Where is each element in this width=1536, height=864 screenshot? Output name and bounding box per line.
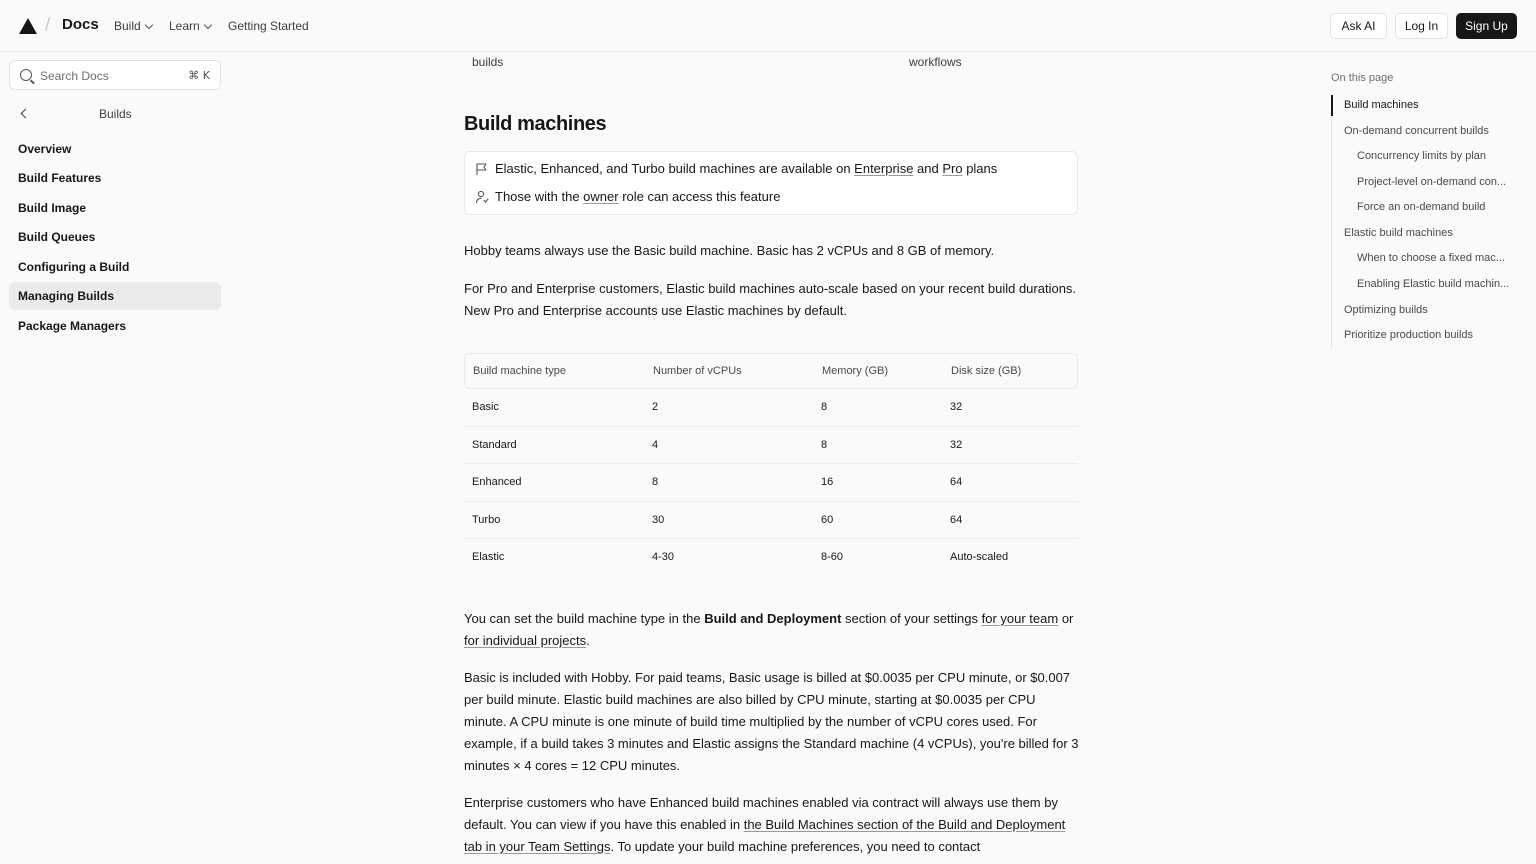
sidebar-item-managing-builds[interactable]: Managing Builds <box>9 282 221 310</box>
table-header-cell: Memory (GB) <box>822 365 888 377</box>
toc-item-enabling-elastic[interactable]: Enabling Elastic build machin... <box>1357 278 1510 290</box>
table-cell: 4-30 <box>652 551 675 563</box>
chevron-down-icon <box>203 20 211 28</box>
notice-role-text <box>495 189 780 204</box>
table-cell: 16 <box>821 476 834 488</box>
table-cell: Auto-scaled <box>950 551 1009 563</box>
notice-text: Elastic, Enhanced, and Turbo build machines are available on <box>495 161 855 176</box>
user-role-icon <box>475 190 489 204</box>
toc-item-project-level[interactable]: Project-level on-demand con... <box>1357 176 1507 188</box>
table-cell: 30 <box>652 513 665 526</box>
docs-title[interactable]: Docs <box>62 16 99 33</box>
toc-item-build-machines[interactable]: Build machines <box>1344 99 1419 111</box>
toc-item-concurrency-limits[interactable]: Concurrency limits by plan <box>1357 150 1486 162</box>
sidebar-item-build-features[interactable]: Build Features <box>18 171 102 185</box>
nav-learn-label: Learn <box>169 19 200 33</box>
back-chevron-icon[interactable] <box>21 109 31 119</box>
table-cell: Basic <box>472 401 499 413</box>
toc-item-prioritize[interactable]: Prioritize production builds <box>1344 329 1474 341</box>
paragraph-text: Enterprise customers who have Enhanced build machines enabled via contract will always use them by default. You can view if you have this enabled in <box>464 795 1058 832</box>
nav-build-dropdown[interactable] <box>114 19 152 33</box>
table-cell: 8 <box>821 401 828 413</box>
build-deployment-bold: Build and Deployment <box>704 611 842 626</box>
paragraph-text: You can set the build machine type in the <box>464 611 705 626</box>
table-row <box>464 427 1078 465</box>
sidebar-section-title: Builds <box>99 107 132 121</box>
notice-text: Those with the <box>495 189 584 204</box>
toc-item-elastic[interactable]: Elastic build machines <box>1344 227 1453 239</box>
table-cell: 32 <box>950 438 963 451</box>
sidebar-item-build-image[interactable]: Build Image <box>18 201 87 215</box>
nav-build-label: Build <box>114 19 141 33</box>
notice-text: and <box>913 161 943 176</box>
paragraph-text: . <box>586 633 590 648</box>
paragraph-hobby: Hobby teams always use the Basic build machine. Basic has 2 vCPUs and 8 GB of memory. <box>464 243 995 258</box>
toc-rail <box>1331 95 1332 349</box>
table-cell: Elastic <box>472 551 505 563</box>
notice-plans-text <box>495 161 997 176</box>
paragraph-enterprise <box>464 792 1079 858</box>
sidebar-item-configuring-a-build[interactable]: Configuring a Build <box>18 260 130 274</box>
flag-icon <box>475 162 489 176</box>
table-row <box>464 539 1078 577</box>
table-cell: 64 <box>950 513 963 526</box>
separator-slash: / <box>45 15 51 35</box>
page-heading: Build machines <box>464 113 607 135</box>
team-settings-link[interactable]: the Build Machines section of the Build and Deployment tab in your Team Settings <box>464 817 1066 854</box>
plan-notice-box <box>464 151 1078 215</box>
table-row <box>464 464 1078 502</box>
table-row <box>464 389 1078 427</box>
paragraph-billing: Basic is included with Hobby. For paid teams, Basic usage is billed at $0.0035 per CPU minute, or $0.007 per build minute. Elastic build machines are also billed by CPU minute, starting at $0.0035 per CPU minute. A CPU minute is one minute of build time multiplied by the number of vCPU cores used. For example, if a build takes 3 minutes and Elastic assigns the Standard machine (4 vCPUs), you're billed for 3 minutes × 4 cores = 12 CPU minutes. <box>464 670 1079 773</box>
build-machines-table <box>464 353 1078 577</box>
table-cell: 8-60 <box>821 551 844 563</box>
table-header-cell: Build machine type <box>473 365 566 377</box>
toc-item-fixed-machine[interactable]: When to choose a fixed mac... <box>1357 252 1505 264</box>
paragraph-settings <box>464 608 1079 652</box>
table-cell: 4 <box>652 438 659 451</box>
search-docs-input[interactable] <box>9 60 221 90</box>
prev-card-fragment: workflows <box>909 55 962 69</box>
search-icon <box>20 69 32 81</box>
table-header-cell: Number of vCPUs <box>653 365 742 377</box>
search-placeholder: Search Docs <box>40 69 109 83</box>
table-header <box>464 353 1078 389</box>
search-shortcut: ⌘ K <box>188 69 210 82</box>
table-cell: 32 <box>950 401 963 413</box>
table-header-cell: Disk size (GB) <box>951 365 1022 377</box>
vercel-logo-icon[interactable] <box>19 18 37 34</box>
table-row <box>464 502 1078 540</box>
chevron-down-icon <box>144 20 152 28</box>
for-your-team-link[interactable]: for your team <box>981 611 1059 626</box>
toc-item-optimizing[interactable]: Optimizing builds <box>1344 304 1428 316</box>
for-individual-projects-link[interactable]: for individual projects <box>464 633 587 648</box>
toc-item-force-build[interactable]: Force an on-demand build <box>1357 201 1486 213</box>
login-button[interactable]: Log In <box>1395 13 1448 39</box>
sidebar-item-package-managers[interactable]: Package Managers <box>18 319 127 333</box>
sidebar-item-overview[interactable]: Overview <box>18 142 72 156</box>
table-cell: Standard <box>472 438 517 451</box>
enterprise-link[interactable]: Enterprise <box>854 161 914 176</box>
toc-title: On this page <box>1331 72 1394 84</box>
sidebar-item-build-queues[interactable]: Build Queues <box>18 230 96 244</box>
table-cell: Turbo <box>472 513 501 526</box>
table-cell: 8 <box>821 438 828 451</box>
nav-learn-dropdown[interactable] <box>169 19 211 33</box>
ask-ai-button[interactable]: Ask AI <box>1330 13 1387 39</box>
pro-link[interactable]: Pro <box>942 161 963 176</box>
toc-item-on-demand[interactable]: On-demand concurrent builds <box>1344 125 1489 137</box>
paragraph-text: . To update your build machine preferences, you need to contact <box>610 839 981 854</box>
nav-getting-started-label: Getting Started <box>228 19 309 33</box>
prev-card-fragment: builds <box>472 55 504 69</box>
top-header <box>0 0 1536 52</box>
signup-button[interactable]: Sign Up <box>1456 13 1517 39</box>
owner-role-link[interactable]: owner <box>583 189 619 204</box>
nav-getting-started[interactable] <box>228 19 309 33</box>
paragraph-text: or <box>1058 611 1074 626</box>
paragraph-elastic-default: For Pro and Enterprise customers, Elastic build machines auto-scale based on your recent build durations. New Pro and Enterprise accounts use Elastic machines by default. <box>464 281 1077 318</box>
notice-text: plans <box>962 161 998 176</box>
table-cell: 60 <box>821 513 834 526</box>
table-cell: Enhanced <box>472 476 522 488</box>
table-cell: 8 <box>652 476 659 488</box>
paragraph-text: section of your settings <box>841 611 982 626</box>
notice-text: role can access this feature <box>618 189 781 204</box>
toc-active-indicator <box>1331 95 1333 116</box>
table-cell: 2 <box>652 401 659 413</box>
table-cell: 64 <box>950 476 963 488</box>
